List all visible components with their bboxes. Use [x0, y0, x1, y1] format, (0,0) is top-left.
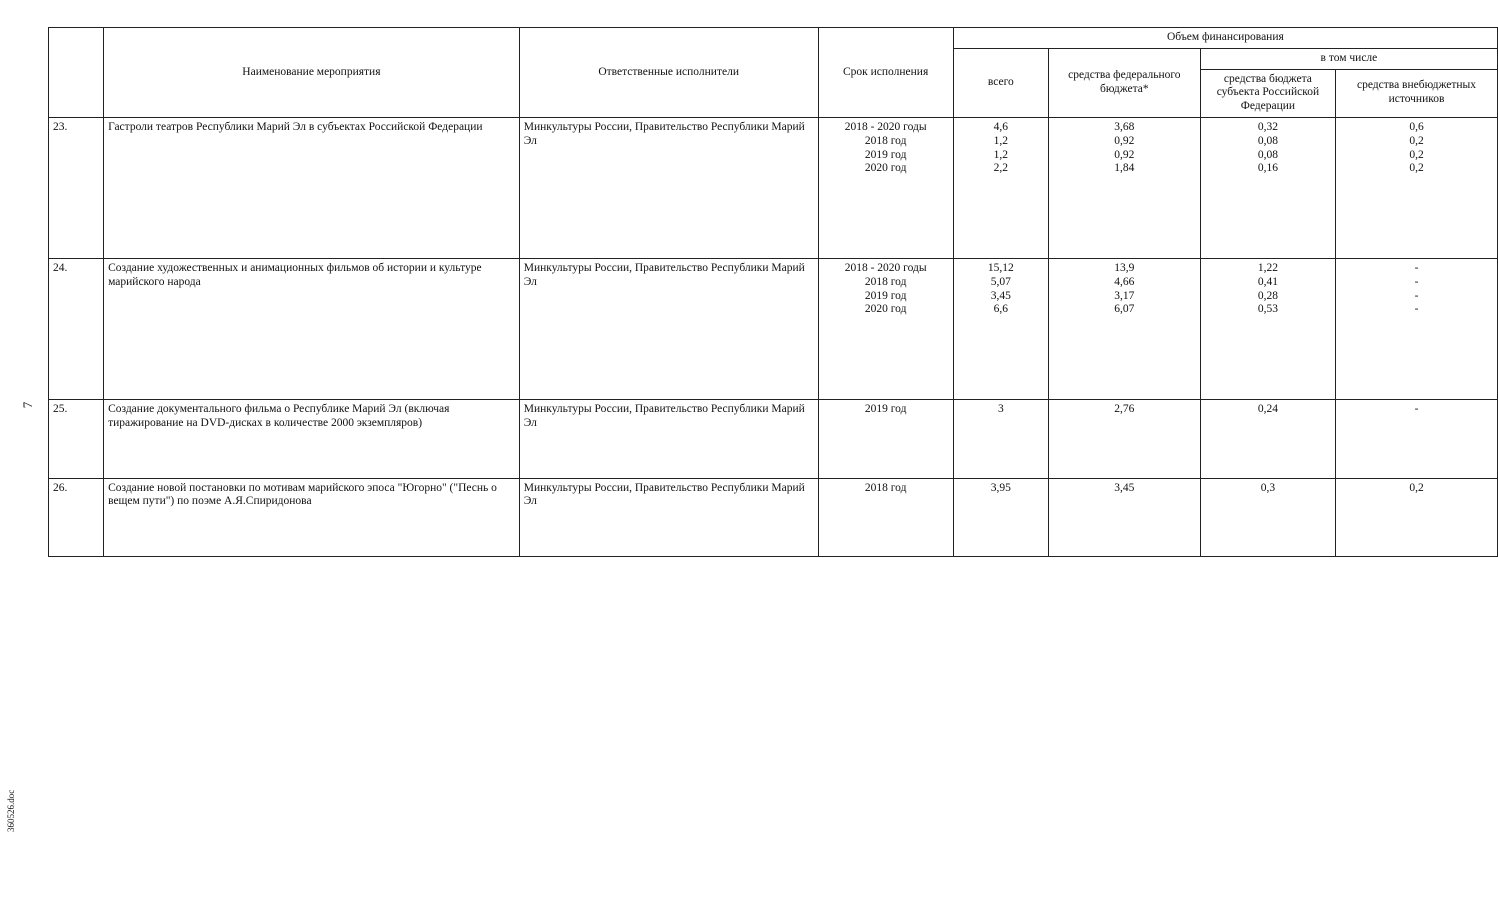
col-including-header: в том числе: [1200, 48, 1497, 69]
extra-value: 0,2: [1409, 481, 1424, 494]
regional-value: 0,08: [1257, 148, 1278, 161]
row-terms: [818, 117, 953, 258]
row-federal: [1048, 478, 1200, 557]
federal-value: 1,84: [1114, 162, 1135, 175]
col-extra-header: средства внебюджетных источников: [1336, 69, 1498, 117]
row-terms: [818, 259, 953, 400]
regional-value: 0,3: [1260, 481, 1276, 494]
regional-value: 0,24: [1257, 403, 1278, 416]
col-term-header: Срок исполнения: [818, 28, 953, 118]
row-executor: Минкультуры России, Правительство Республики Марий Эл: [519, 117, 818, 258]
federal-value: 6,07: [1114, 303, 1135, 316]
term-value: 2018 - 2020 годы: [844, 262, 927, 275]
extra-value: -: [1414, 289, 1419, 302]
row-federal: [1048, 400, 1200, 478]
regional-value: 1,22: [1257, 262, 1278, 275]
total-value: 1,2: [993, 134, 1008, 147]
total-value: 4,6: [993, 120, 1008, 133]
federal-value: 0,92: [1114, 134, 1135, 147]
federal-value: 3,17: [1114, 289, 1135, 302]
col-index: [49, 28, 104, 118]
footer-code: 360526.doc: [6, 789, 16, 832]
term-value: 2020 год: [864, 162, 907, 175]
total-value: 5,07: [990, 275, 1011, 288]
col-name-header: Наименование мероприятия: [104, 28, 520, 118]
total-value: 2,2: [993, 162, 1008, 175]
row-regional: [1200, 400, 1335, 478]
federal-value: 0,92: [1114, 148, 1135, 161]
table-row: [49, 400, 1498, 478]
term-value: 2020 год: [864, 303, 907, 316]
row-number: 24.: [49, 259, 104, 400]
financing-table: [48, 27, 1498, 557]
row-extra: [1336, 117, 1498, 258]
row-regional: [1200, 259, 1335, 400]
row-total: [953, 478, 1048, 557]
col-regional-header: средства бюджета субъекта Российской Федерации: [1200, 69, 1335, 117]
regional-value: 0,53: [1257, 303, 1278, 316]
col-executors-header: Ответственные исполнители: [519, 28, 818, 118]
regional-value: 0,16: [1257, 162, 1278, 175]
row-extra: [1336, 400, 1498, 478]
row-extra: [1336, 259, 1498, 400]
extra-value: 0,2: [1409, 148, 1424, 161]
term-value: 2018 - 2020 годы: [844, 120, 927, 133]
extra-value: -: [1414, 303, 1419, 316]
term-value: 2018 год: [864, 134, 907, 147]
extra-value: 0,2: [1409, 134, 1424, 147]
row-extra: [1336, 478, 1498, 557]
table-row: [49, 117, 1498, 258]
total-value: 15,12: [987, 262, 1014, 275]
total-value: 3: [997, 403, 1004, 416]
total-value: 3,45: [990, 289, 1011, 302]
extra-value: -: [1414, 403, 1419, 416]
federal-value: 3,68: [1114, 120, 1135, 133]
regional-value: 0,28: [1257, 289, 1278, 302]
regional-value: 0,08: [1257, 134, 1278, 147]
total-value: 1,2: [993, 148, 1008, 161]
row-terms: [818, 478, 953, 557]
col-total-header: всего: [953, 48, 1048, 117]
row-number: 26.: [49, 478, 104, 557]
term-value: 2018 год: [864, 481, 907, 494]
row-regional: [1200, 478, 1335, 557]
row-executor: Минкультуры России, Правительство Республики Марий Эл: [519, 259, 818, 400]
row-total: [953, 259, 1048, 400]
row-federal: [1048, 117, 1200, 258]
federal-value: 2,76: [1114, 403, 1135, 416]
row-total: [953, 117, 1048, 258]
row-name: Создание художественных и анимационных фильмов об истории и культуре марийского народа: [104, 259, 520, 400]
extra-value: 0,6: [1409, 120, 1424, 133]
term-value: 2019 год: [864, 289, 907, 302]
row-name: Гастроли театров Республики Марий Эл в субъектах Российской Федерации: [104, 117, 520, 258]
extra-value: -: [1414, 262, 1419, 275]
row-federal: [1048, 259, 1200, 400]
extra-value: 0,2: [1409, 162, 1424, 175]
term-value: 2018 год: [864, 275, 907, 288]
row-number: 23.: [49, 117, 104, 258]
table-row: [49, 478, 1498, 557]
row-name: Создание документального фильма о Республике Марий Эл (включая тиражирование на DVD-дисках в количестве 2000 экземпляров): [104, 400, 520, 478]
federal-value: 13,9: [1114, 262, 1135, 275]
total-value: 6,6: [993, 303, 1008, 316]
regional-value: 0,32: [1257, 120, 1278, 133]
table-row: [49, 259, 1498, 400]
total-value: 3,95: [990, 481, 1011, 494]
regional-value: 0,41: [1257, 275, 1278, 288]
federal-value: 4,66: [1114, 275, 1135, 288]
row-regional: [1200, 117, 1335, 258]
row-number: 25.: [49, 400, 104, 478]
row-executor: Минкультуры России, Правительство Республики Марий Эл: [519, 400, 818, 478]
row-executor: Минкультуры России, Правительство Республики Марий Эл: [519, 478, 818, 557]
row-name: Создание новой постановки по мотивам марийского эпоса "Югорно" ("Песнь о вещем пути") по поэме А.Я.Спиридонова: [104, 478, 520, 557]
term-value: 2019 год: [864, 403, 907, 416]
col-volume-header: Объем финансирования: [953, 28, 1497, 49]
row-terms: [818, 400, 953, 478]
page-number: 7: [20, 401, 35, 409]
federal-value: 3,45: [1114, 481, 1135, 494]
col-federal-header: средства федерального бюджета*: [1048, 48, 1200, 117]
row-total: [953, 400, 1048, 478]
extra-value: -: [1414, 275, 1419, 288]
term-value: 2019 год: [864, 148, 907, 161]
